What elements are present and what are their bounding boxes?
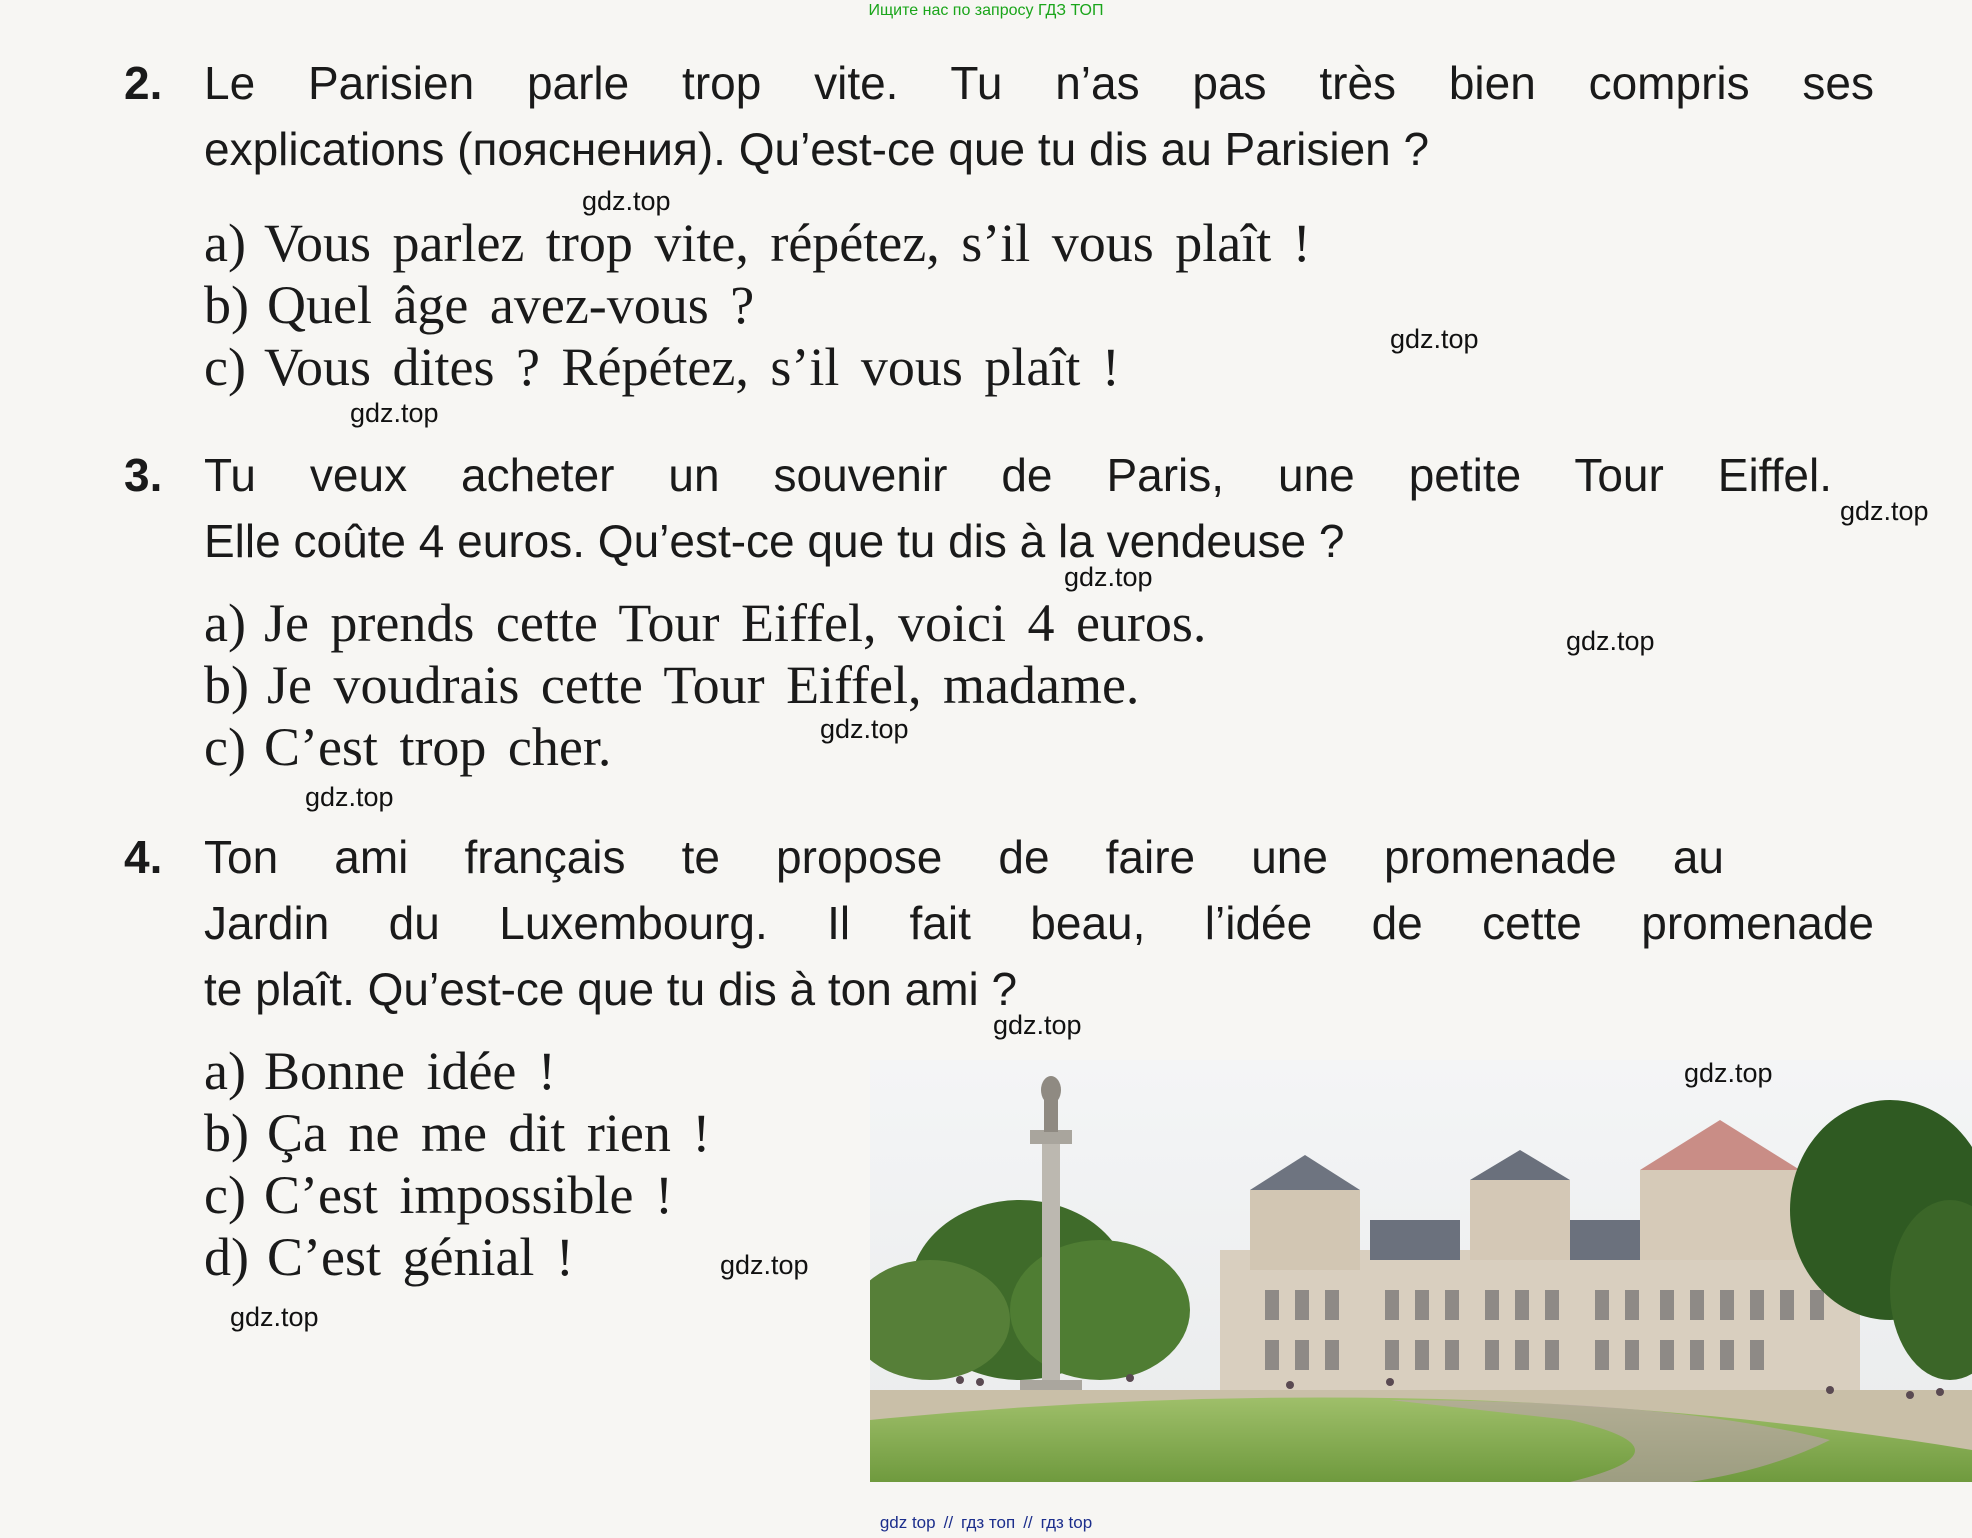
option-letter: b) <box>204 275 249 335</box>
answer-option <box>204 212 1311 274</box>
watermark: gdz.top <box>582 186 671 216</box>
watermark: gdz.top <box>1566 626 1655 656</box>
watermark: gdz.top <box>305 782 394 812</box>
option-text: Vous dites ? Répétez, s’il vous plaît ! <box>263 337 1120 397</box>
option-text: C’est génial ! <box>266 1227 574 1287</box>
watermark: gdz.top <box>720 1250 809 1280</box>
option-text: Ça ne me dit rien ! <box>266 1103 711 1163</box>
option-letter: b) <box>204 1103 249 1163</box>
question-number: 2. <box>124 57 163 109</box>
option-letter: d) <box>204 1227 249 1287</box>
option-letter: a) <box>204 1041 246 1101</box>
bottom-banner-separator: // <box>943 1513 954 1532</box>
luxembourg-garden-photo <box>870 1060 1972 1482</box>
question-text-line: explications (пояснения). Qu’est-ce que tu dis au Parisien ? <box>204 123 1430 175</box>
bottom-banner-link[interactable]: gdz top <box>879 1513 936 1532</box>
watermark: gdz.top <box>1064 562 1153 592</box>
answer-option <box>204 716 611 778</box>
answer-option <box>204 336 1120 398</box>
question-text-line: Ton ami français te propose de faire une promenade au <box>204 831 1724 883</box>
watermark: gdz.top <box>993 1010 1082 1040</box>
watermark: gdz.top <box>1684 1058 1773 1088</box>
watermark: gdz.top <box>1390 324 1479 354</box>
option-letter: c) <box>204 337 246 397</box>
question-text-line: Jardin du Luxembourg. Il fait beau, l’idée de cette promenade <box>204 897 1874 949</box>
bottom-banner[interactable] <box>0 1510 1972 1536</box>
luxembourg-garden-illustration <box>870 1060 1972 1482</box>
option-text: C’est trop cher. <box>263 717 612 777</box>
bleed-through-decoration <box>1280 300 1291 343</box>
watermark: gdz.top <box>1840 496 1929 526</box>
question-text-line: Le Parisien parle trop vite. Tu n’as pas très bien compris ses <box>204 57 1874 109</box>
option-letter: c) <box>204 717 246 777</box>
option-text: Je voudrais cette Tour Eiffel, madame. <box>266 655 1140 715</box>
bottom-banner-link[interactable]: гдз топ <box>961 1513 1016 1532</box>
answer-option <box>204 1164 673 1226</box>
watermark: gdz.top <box>230 1302 319 1332</box>
option-letter: b) <box>204 655 249 715</box>
option-text: Je prends cette Tour Eiffel, voici 4 euros. <box>263 593 1207 653</box>
option-letter: a) <box>204 213 246 273</box>
option-text: Bonne idée ! <box>263 1041 556 1101</box>
option-text: Vous parlez trop vite, répétez, s’il vous plaît ! <box>263 213 1311 273</box>
answer-option <box>204 1102 710 1164</box>
answer-option <box>204 654 1139 716</box>
option-letter: a) <box>204 593 246 653</box>
question-number: 3. <box>124 449 163 501</box>
question-number: 4. <box>124 831 163 883</box>
question-text-line: Tu veux acheter un souvenir de Paris, une petite Tour Eiffel. <box>204 449 1832 501</box>
watermark: gdz.top <box>820 714 909 744</box>
question-text-line: te plaît. Qu’est-ce que tu dis à ton ami ? <box>204 963 1018 1015</box>
top-banner[interactable]: Ищите нас по запросу ГДЗ ТОП <box>868 2 1104 19</box>
option-text: Quel âge avez-vous ? <box>266 275 755 335</box>
bottom-banner-separator: // <box>1023 1513 1033 1532</box>
bottom-banner-link[interactable]: гдз top <box>1040 1513 1093 1532</box>
answer-option <box>204 1040 556 1102</box>
answer-option <box>204 592 1206 654</box>
question-text-line: Elle coûte 4 euros. Qu’est-ce que tu dis à la vendeuse ? <box>204 515 1345 567</box>
watermark: gdz.top <box>350 398 439 428</box>
option-letter: c) <box>204 1165 246 1225</box>
option-text: C’est impossible ! <box>263 1165 673 1225</box>
answer-option <box>204 1226 574 1288</box>
answer-option <box>204 274 754 336</box>
